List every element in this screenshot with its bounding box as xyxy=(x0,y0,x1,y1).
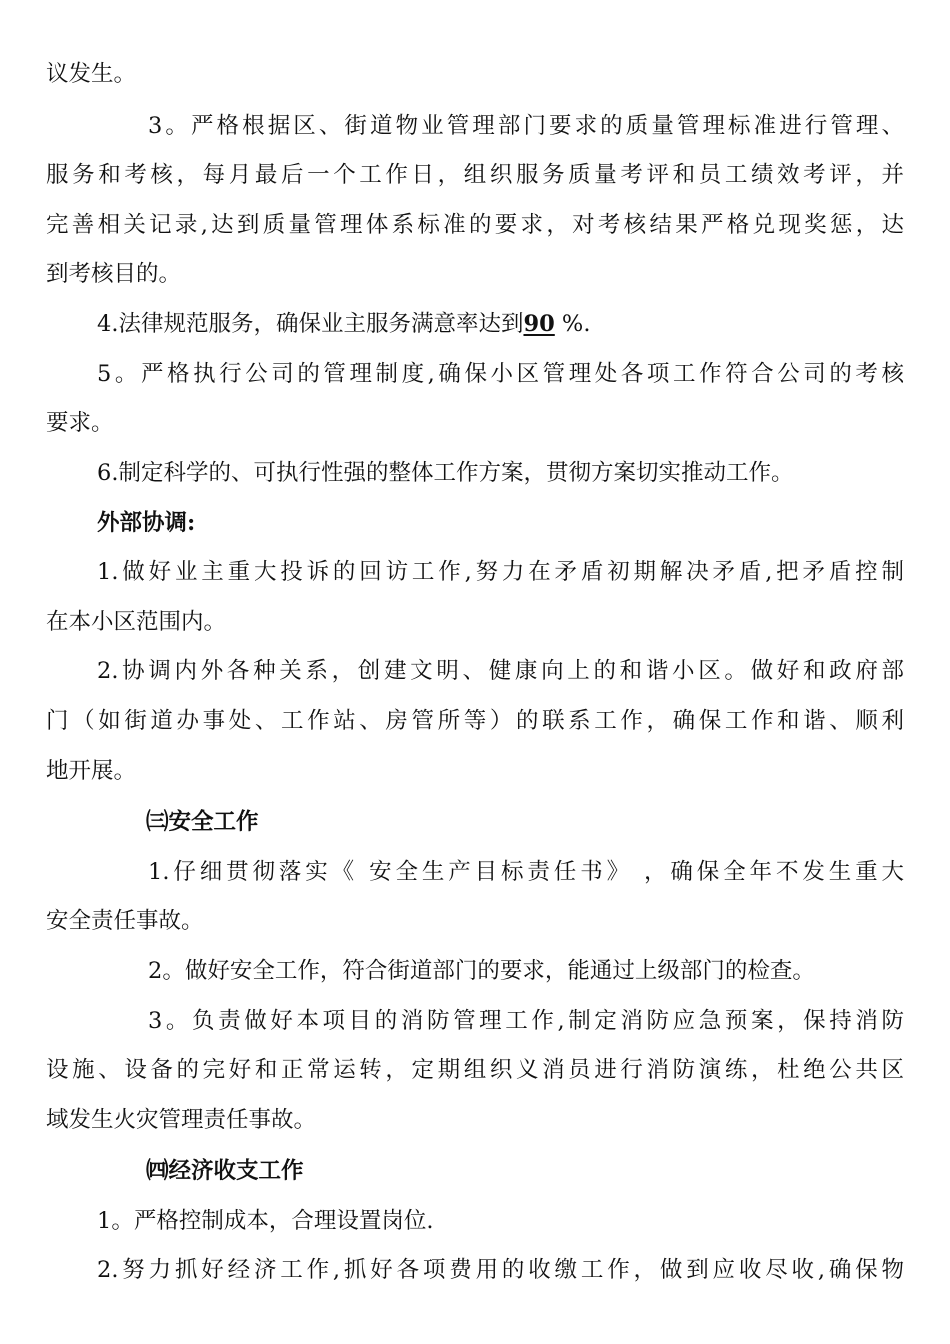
economic-item-2-line-1: 2.努力抓好经济工作,抓好各项费用的收缴工作，做到应收尽收,确保物 xyxy=(97,1257,904,1283)
item-3-line-1: 3。严格根据区、街道物业管理部门要求的质量管理标准进行管理、 xyxy=(148,113,904,139)
safety-item-3-line-2: 设施、设备的完好和正常运转，定期组织义消员进行消防演练，杜绝公共区 xyxy=(46,1057,904,1083)
external-item-1-line-2: 在本小区范围内。 xyxy=(46,609,227,635)
external-item-2-line-2: 门（如街道办事处、工作站、房管所等）的联系工作，确保工作和谐、顺利 xyxy=(46,708,904,734)
satisfaction-rate-value: 90 xyxy=(523,311,555,337)
item-3-line-4: 到考核目的。 xyxy=(46,261,182,287)
external-item-1-line-1: 1.做好业主重大投诉的回访工作,努力在矛盾初期解决矛盾,把矛盾控制 xyxy=(97,559,904,585)
item-5-line-2: 要求。 xyxy=(46,410,114,436)
satisfaction-unit: %. xyxy=(554,311,591,337)
item-3-line-2: 服务和考核，每月最后一个工作日，组织服务质量考评和员工绩效考评，并 xyxy=(46,162,904,188)
external-item-2-line-1: 2.协调内外各种关系，创建文明、健康向上的和谐小区。做好和政府部 xyxy=(97,658,904,684)
safety-item-2-line: 2。做好安全工作，符合街道部门的要求，能通过上级部门的检查。 xyxy=(148,958,815,984)
item-3-line-3: 完善相关记录,达到质量管理体系标准的要求，对考核结果严格兑现奖惩，达 xyxy=(46,212,904,238)
item-6-line: 6.制定科学的、可执行性强的整体工作方案，贯彻方案切实推动工作。 xyxy=(97,460,794,486)
satisfaction-text: 4.法律规范服务，确保业主服务满意率达到 xyxy=(97,311,524,337)
item-4-line xyxy=(97,309,904,339)
safety-item-3-line-3: 域发生火灾管理责任事故。 xyxy=(46,1107,317,1133)
section-heading-safety: ㈢安全工作 xyxy=(146,809,259,835)
external-item-2-line-3: 地开展。 xyxy=(46,758,137,784)
safety-item-1-line-2: 安全责任事故。 xyxy=(46,908,204,934)
safety-item-1-line-1: 1.仔细贯彻落实《 安全生产目标责任书》 ，确保全年不发生重大 xyxy=(148,859,904,885)
section-heading-economic: ㈣经济收支工作 xyxy=(146,1158,304,1184)
paragraph-line: 议发生。 xyxy=(46,61,137,87)
safety-item-3-line-1: 3。负责做好本项目的消防管理工作,制定消防应急预案，保持消防 xyxy=(148,1008,904,1034)
item-5-line-1: 5。严格执行公司的管理制度,确保小区管理处各项工作符合公司的考核 xyxy=(97,361,904,387)
section-heading-external: 外部协调: xyxy=(97,510,196,536)
economic-item-1-line: 1。严格控制成本，合理设置岗位. xyxy=(97,1208,434,1234)
